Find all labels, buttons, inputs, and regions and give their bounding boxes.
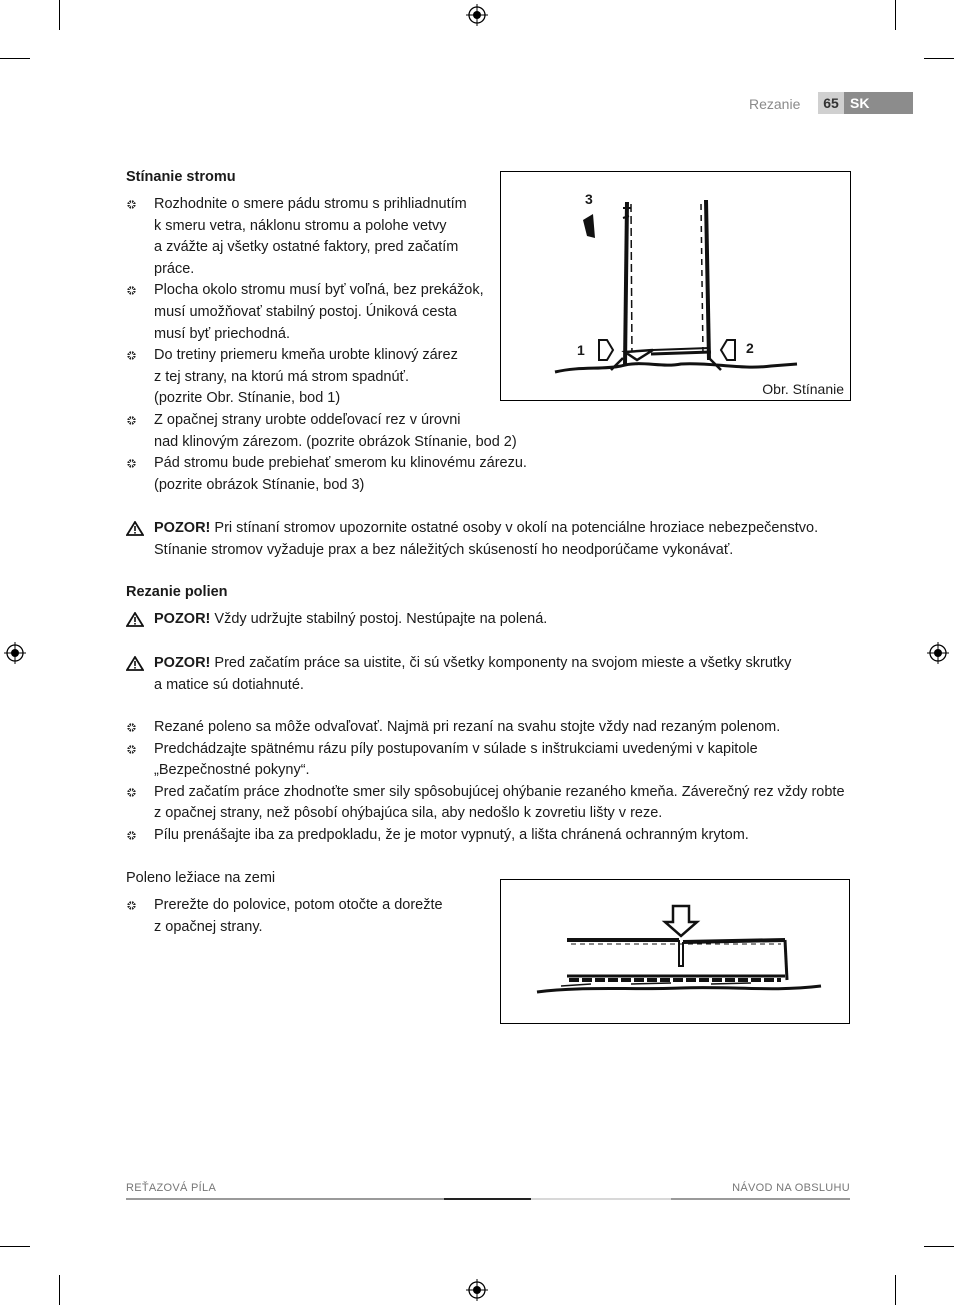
list-item	[126, 717, 856, 739]
section-title: Rezanie	[749, 96, 801, 112]
bullet-icon	[126, 830, 137, 841]
footer-divider	[444, 1198, 531, 1200]
footer-manual: NÁVOD NA OBSLUHU	[732, 1182, 850, 1194]
warning-triangle-icon	[126, 612, 144, 627]
bullet-text: Pred začatím práce zhodnoťte smer sily spôsobujúcej ohýbanie rezaného kmeňa. Záverečný rez vždy robte z opačnej strany, než pôsobí ohýbajúca sila, aby nedošlo k zovretiu lišty v reze.	[154, 783, 845, 822]
footer-divider	[531, 1198, 671, 1200]
bullet-text: Pílu prenášajte iba za predpokladu, že je motor vypnutý, a lišta chránená ochranným krytom.	[154, 826, 749, 843]
bullet-icon	[126, 722, 137, 733]
list-item	[126, 194, 546, 280]
figure-label-2: 2	[746, 340, 754, 356]
bullet-text: Predchádzajte spätnému rázu píly postupovaním v súlade s inštrukciami uvedenými v kapitole „Bezpečnostné pokyny“.	[154, 740, 758, 779]
bullet-text: Z opačnej strany urobte oddeľovací rez v úrovni nad klinovým zárezom. (pozrite obrázok Stínanie, bod 2)	[154, 411, 517, 450]
bullet-icon	[126, 458, 137, 469]
list-item	[126, 825, 856, 847]
felling-warning	[126, 518, 874, 561]
crop-mark	[0, 58, 30, 59]
registration-mark-icon	[466, 4, 488, 26]
felling-bullet-list	[126, 194, 546, 496]
figure-label-3: 3	[585, 191, 593, 207]
figure-label-1: 1	[577, 342, 585, 358]
warning-label: POZOR!	[154, 520, 211, 536]
language-tab: SK	[844, 92, 913, 114]
bullet-text: Pád stromu bude prebiehať smerom ku klinovému zárezu. (pozrite obrázok Stínanie, bod 3)	[154, 455, 527, 493]
bullet-text: Rozhodnite o smere pádu stromu s prihliadnutím k smeru vetra, náklonu stromu a polohe vetvy a zvážte aj všetky ostatné faktory, pred začatím práce.	[154, 196, 467, 277]
crop-mark	[0, 1246, 30, 1247]
ground-log-heading: Poleno ležiace na zemi	[126, 870, 276, 886]
warning-text: Vždy udržujte stabilný postoj. Nestúpajte na polená.	[210, 611, 548, 627]
list-item	[126, 895, 486, 938]
registration-mark-icon	[927, 642, 949, 664]
bullet-icon	[126, 285, 137, 296]
bullet-icon	[126, 787, 137, 798]
list-item	[126, 280, 546, 345]
ground-log-bullet-list	[126, 895, 486, 938]
bullet-icon	[126, 415, 137, 426]
list-item	[126, 410, 714, 453]
list-item	[126, 739, 856, 782]
warning-text: Pred začatím práce sa uistite, či sú všetky komponenty na svojom mieste a všetky skrutky a matice sú dotiahnuté.	[154, 655, 792, 693]
list-item	[126, 782, 856, 825]
felling-figure	[500, 171, 851, 401]
warning-label: POZOR!	[154, 611, 211, 627]
ground-log-figure	[500, 879, 850, 1024]
bullet-icon	[126, 199, 137, 210]
warning-text: Pri stínaní stromov upozornite ostatné osoby v okolí na potenciálne hroziace nebezpečenstvo. Stínanie stromov vyžaduje prax a bez náležitých skúseností ho neodporúčame vykonávať.	[154, 520, 819, 558]
crop-mark	[895, 0, 896, 30]
felling-heading: Stínanie stromu	[126, 169, 236, 185]
footer-product: REŤAZOVÁ PÍLA	[126, 1182, 217, 1194]
logs-warning-components	[126, 653, 874, 696]
bullet-text: Rezané poleno sa môže odvaľovať. Najmä pri rezaní na svahu stojte vždy nad rezaným polenom.	[154, 719, 781, 735]
figure-caption: Obr. Stínanie	[762, 381, 844, 397]
logs-bullet-list	[126, 717, 856, 847]
bullet-text: Prerežte do polovice, potom otočte a dorežte z opačnej strany.	[154, 897, 443, 935]
registration-mark-icon	[4, 642, 26, 664]
log-on-ground-illustration	[531, 900, 831, 1005]
page-number: 65	[818, 92, 844, 114]
footer-divider	[126, 1198, 444, 1200]
tree-felling-illustration	[551, 190, 801, 380]
bullet-text: Plocha okolo stromu musí byť voľná, bez prekážok, musí umožňovať stabilný postoj. Úniková cesta musí byť priechodná.	[154, 282, 484, 342]
crop-mark	[59, 0, 60, 30]
crop-mark	[924, 1246, 954, 1247]
bullet-icon	[126, 744, 137, 755]
bullet-icon	[126, 350, 137, 361]
crop-mark	[895, 1275, 896, 1305]
crop-mark	[59, 1275, 60, 1305]
warning-triangle-icon	[126, 656, 144, 671]
bullet-text: Do tretiny priemeru kmeňa urobte klinový zárez z tej strany, na ktorú má strom spadnúť. (pozrite Obr. Stínanie, bod 1)	[154, 347, 458, 407]
footer-divider	[671, 1198, 850, 1200]
logs-heading: Rezanie polien	[126, 584, 228, 600]
list-item	[126, 345, 546, 410]
warning-triangle-icon	[126, 521, 144, 536]
list-item	[126, 453, 714, 496]
bullet-icon	[126, 900, 137, 911]
registration-mark-icon	[466, 1279, 488, 1301]
logs-warning-stance	[126, 609, 874, 631]
crop-mark	[924, 58, 954, 59]
warning-label: POZOR!	[154, 655, 211, 671]
